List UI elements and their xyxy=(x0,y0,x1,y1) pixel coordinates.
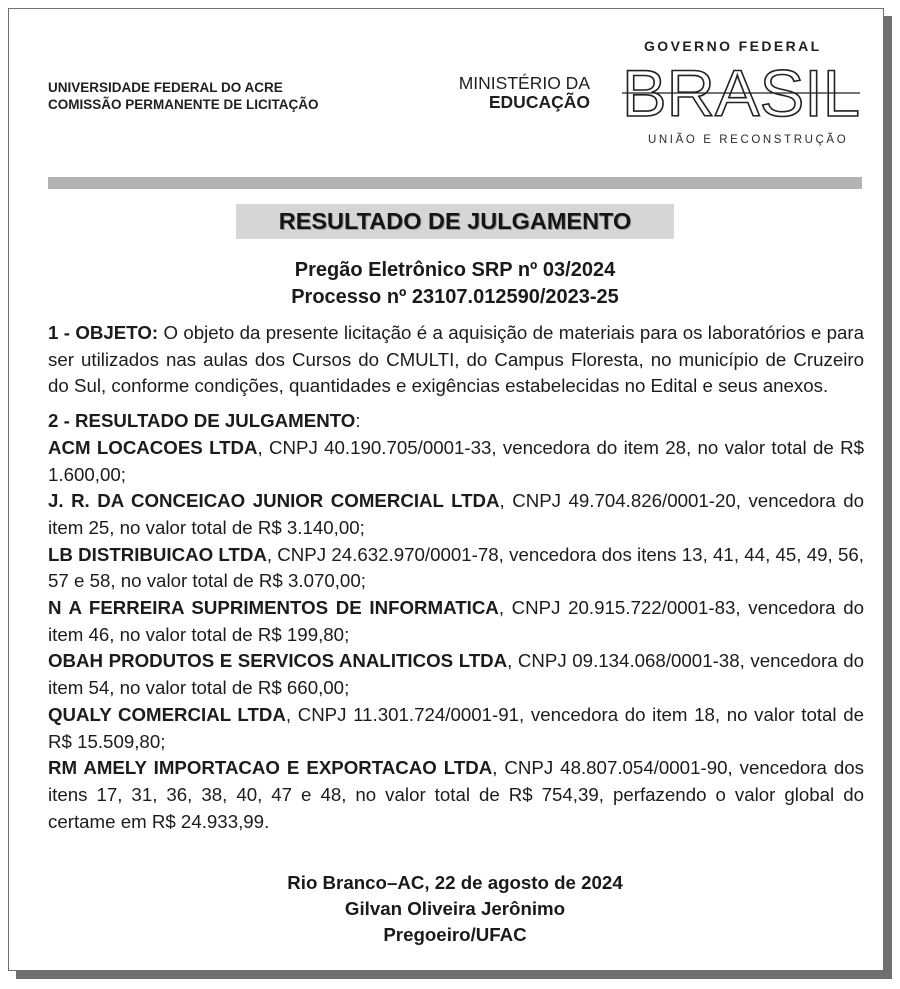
winner-details: , CNPJ 49.704.826/0001-20, vencedora do item 25, no valor total de R$ 3.140,00; xyxy=(48,490,864,538)
gov-tagline: UNIÃO E RECONSTRUÇÃO xyxy=(648,134,849,146)
winner-details: , CNPJ 11.301.724/0001-91, vencedora do item 18, no valor total de R$ 15.509,80; xyxy=(48,703,864,752)
resultado-colon: : xyxy=(355,410,361,432)
institution-header xyxy=(48,79,319,113)
title-box xyxy=(236,204,674,239)
objeto-paragraph xyxy=(48,320,864,400)
commission-name: COMISSÃO PERMANENTE DE LICITAÇÃO xyxy=(48,97,319,112)
frame-shadow-right xyxy=(883,16,892,978)
place-date: Rio Branco–AC, 22 de agosto de 2024 xyxy=(287,872,623,893)
result-entry xyxy=(48,702,864,755)
winner-company: OBAH PRODUTOS E SERVICOS ANALITICOS LTDA xyxy=(48,650,508,672)
ministry-line2: EDUCAÇÃO xyxy=(488,92,590,112)
winner-details: , CNPJ 09.134.068/0001-38, vencedora do item 54, no valor total de R$ 660,00; xyxy=(48,650,865,699)
winner-details: , CNPJ 40.190.705/0001-33, vencedora do item 28, no valor total de R$ 1.600,00; xyxy=(48,436,864,485)
header-divider xyxy=(48,177,862,189)
processo-subtitle: Processo nº 23107.012590/2023-25 xyxy=(291,286,619,308)
objeto-label: 1 - OBJETO: xyxy=(48,322,159,343)
frame-shadow-bottom xyxy=(16,970,892,979)
result-entry xyxy=(48,648,864,701)
signer-role: Pregoeiro/UFAC xyxy=(383,924,527,945)
result-entry xyxy=(48,488,864,541)
result-entry xyxy=(48,542,864,595)
winner-details: , CNPJ 24.632.970/0001-78, vencedora dos itens 13, 41, 44, 45, 49, 56, 57 e 58, no valor total de R$ 3.070,00; xyxy=(48,543,864,592)
winner-company: RM AMELY IMPORTACAO E EXPORTACAO LTDA xyxy=(48,757,493,779)
gov-title: GOVERNO FEDERAL xyxy=(644,38,822,54)
signer-name: Gilvan Oliveira Jerônimo xyxy=(344,898,566,919)
ministry-line1: MINISTÉRIO DA xyxy=(458,73,590,93)
winner-company: QUALY COMERCIAL LTDA xyxy=(48,703,286,725)
notice-body xyxy=(48,320,864,835)
result-entry xyxy=(48,435,864,488)
pregao-subtitle: Pregão Eletrônico SRP nº 03/2024 xyxy=(294,259,616,281)
objeto-text: O objeto da presente licitação é a aquisição de materiais para os laboratórios e para ser utilizados nas aulas dos Cursos do CMULTI, do Campus Floresta, no município de Cruzeiro do Sul, conforme condições, quantidades e exigências estabelecidas no Edital e seus anexos. xyxy=(48,322,864,397)
winner-company: LB DISTRIBUICAO LTDA xyxy=(48,543,267,565)
winner-company: N A FERREIRA SUPRIMENTOS DE INFORMATICA xyxy=(48,597,499,619)
resultado-heading xyxy=(48,408,864,435)
brasil-logo xyxy=(622,62,862,124)
ministry-logo xyxy=(448,74,590,112)
winner-details: , CNPJ 20.915.722/0001-83, vencedora do item 46, no valor total de R$ 199,80; xyxy=(48,597,864,645)
result-entry xyxy=(48,595,864,648)
institution-name: UNIVERSIDADE FEDERAL DO ACRE xyxy=(48,80,283,95)
winner-company: J. R. DA CONCEICAO JUNIOR COMERCIAL LTDA xyxy=(48,490,500,512)
result-entry xyxy=(48,755,864,835)
resultado-label: 2 - RESULTADO DE JULGAMENTO xyxy=(48,410,356,432)
winner-company: ACM LOCACOES LTDA xyxy=(48,436,258,458)
signature-block xyxy=(48,870,862,948)
page-title: RESULTADO DE JULGAMENTO xyxy=(278,208,632,234)
winner-details: , CNPJ 48.807.054/0001-90, vencedora dos itens 17, 31, 36, 38, 40, 47 e 48, no valor total de R$ 754,39, perfazendo o valor global do certame em R$ 24.933,99. xyxy=(48,757,865,832)
brasil-logo-text: BRASIL xyxy=(622,62,860,124)
